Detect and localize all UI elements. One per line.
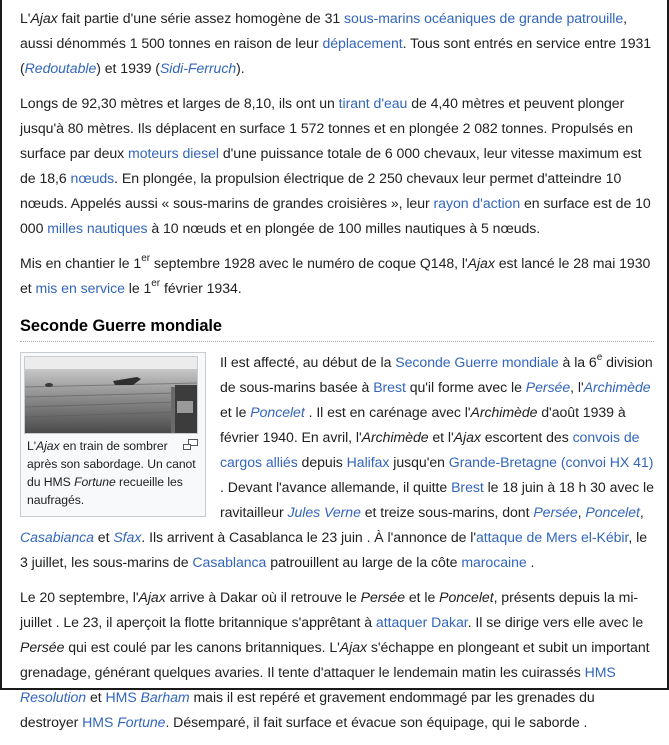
paragraph-construction	[20, 251, 654, 301]
link-hms-barham[interactable]	[106, 689, 190, 705]
text: L'	[20, 10, 31, 26]
link-text: Fortune	[117, 714, 166, 730]
link-sfax[interactable]	[113, 529, 141, 545]
text: fait partie d'une série assez homogène de 31	[57, 10, 345, 26]
link-text: Sidi-Ferruch	[159, 60, 237, 76]
link-persee[interactable]	[533, 504, 577, 520]
ship-name: Ajax	[138, 589, 166, 605]
link-text: Barham	[140, 689, 190, 705]
text: .	[526, 554, 535, 570]
link-archimede[interactable]	[584, 379, 651, 395]
text: le 1	[124, 280, 152, 296]
link-convois-cargos-allies[interactable]: convois de cargos alliés	[220, 429, 640, 470]
ship-name: Fortune	[74, 475, 116, 489]
text: , l'	[570, 379, 584, 395]
link-brest[interactable]: Brest	[373, 379, 406, 395]
link-poncelet[interactable]	[250, 404, 304, 420]
link-attaquer-dakar[interactable]: attaquer Dakar	[375, 614, 468, 630]
link-attaque-mers-el-kebir[interactable]: attaque de Mers el-Kébir	[476, 529, 629, 545]
text: est lancé le 28 mai 1930 et	[20, 255, 651, 296]
link-text: Jules Verne	[287, 504, 361, 520]
link-sous-marins-grande-patrouille[interactable]: sous-marins océaniques de grande patrouille	[344, 10, 624, 26]
text: . Désemparé, il fait surface et évacue son équipage, qui le saborde .	[165, 714, 588, 730]
text: ,	[639, 504, 644, 520]
link-seconde-guerre-mondiale[interactable]: Seconde Guerre mondiale	[395, 354, 559, 370]
superscript: er	[151, 278, 161, 289]
link-rayon-daction[interactable]: rayon d'action	[433, 195, 521, 211]
paragraph-characteristics	[20, 91, 654, 241]
ship-name: Ajax	[453, 429, 481, 445]
text: Mis en chantier le 1	[20, 255, 142, 271]
text: et le	[220, 404, 251, 420]
text: d'une puissance totale de 6 000 chevaux, leur vitesse maximum est de 18,6	[20, 145, 642, 186]
ship-name: Ajax	[467, 255, 495, 271]
link-text: Poncelet	[585, 504, 640, 520]
link-text: HMS	[82, 714, 118, 730]
text: qui est coulé par les canons britanniques. L'	[64, 639, 340, 655]
link-text: Poncelet	[250, 404, 305, 420]
link-halifax[interactable]: Halifax	[346, 454, 390, 470]
text: division de sous-marins basée à	[220, 354, 653, 395]
text: février 1934.	[160, 280, 242, 296]
text: . Il se dirige vers elle avec le	[467, 614, 644, 630]
text: à 10 nœuds et en plongée de 100 milles nautiques à 5 nœuds.	[147, 220, 541, 236]
link-sidi-ferruch[interactable]	[160, 60, 236, 76]
text: . En plongée, la propulsion électrique de 2 250 chevaux leur permet d'atteindre 10 nœuds. Appelés aussi « sous-marins de grandes croisières », leur	[20, 170, 622, 211]
link-redoutable[interactable]	[25, 60, 97, 76]
link-persee[interactable]	[526, 379, 570, 395]
link-moteurs-diesel[interactable]: moteurs diesel	[128, 145, 219, 161]
ship-name: Ajax	[339, 639, 367, 655]
text: qu'il forme avec le	[405, 379, 526, 395]
paragraph-dakar	[20, 585, 654, 735]
link-text: Resolution	[20, 689, 87, 705]
link-text: HMS	[105, 689, 141, 705]
link-text: HMS	[584, 664, 616, 680]
text: , aussi dénommés 1 500 tonnes en raison de leur	[20, 10, 628, 51]
text: et l'	[428, 429, 454, 445]
link-text: Redoutable	[24, 60, 97, 76]
link-hms-fortune[interactable]	[82, 714, 165, 730]
text: ,	[577, 504, 586, 520]
thumbnail-image[interactable]	[24, 356, 198, 434]
text: . Il est en carénage avec l'	[304, 404, 471, 420]
ship-name: Poncelet	[439, 589, 494, 605]
text: et le	[404, 589, 440, 605]
text: arrive à Dakar où il retrouve le	[165, 589, 361, 605]
text: et	[93, 529, 114, 545]
text: à la 6	[558, 354, 597, 370]
text: jusqu'en	[389, 454, 449, 470]
link-jules-verne[interactable]	[288, 504, 361, 520]
article-content	[20, 6, 654, 745]
link-marocaine[interactable]: marocaine	[461, 554, 527, 570]
text: et	[86, 689, 106, 705]
text: . Devant l'avance allemande, il quitte	[220, 479, 452, 495]
rowboat	[45, 383, 53, 387]
link-convoi-hx-41[interactable]: (convoi HX 41)	[560, 454, 654, 470]
text: patrouillent au large de la côte	[266, 554, 462, 570]
magnify-icon[interactable]	[183, 439, 198, 450]
link-grande-bretagne[interactable]: Grande-Bretagne	[448, 454, 557, 470]
link-text: Casabianca	[20, 529, 94, 545]
link-tirant-deau[interactable]: tirant d'eau	[338, 95, 408, 111]
link-noeuds[interactable]: nœuds	[70, 170, 115, 186]
text: Longs de 92,30 mètres et larges de 8,10, ils ont un	[20, 95, 339, 111]
text: , le 3 juillet, les sous-marins de	[20, 529, 647, 570]
ship-name: Archimède	[470, 404, 538, 420]
thumbnail-caption	[24, 434, 202, 513]
superscript: e	[596, 352, 603, 363]
text: et treize sous-marins, dont	[360, 504, 534, 520]
link-brest[interactable]: Brest	[451, 479, 484, 495]
link-mis-en-service[interactable]: mis en service	[35, 280, 125, 296]
text: , présents depuis la mi-juillet . Le 23, il aperçoit la flotte britannique s'apprêtant à	[20, 589, 639, 630]
text: ).	[236, 60, 245, 76]
text: septembre 1928 avec le numéro de coque Q148, l'	[150, 255, 468, 271]
link-casablanca[interactable]: Casablanca	[192, 554, 267, 570]
caption-text: L'	[27, 439, 37, 453]
superscript: er	[141, 253, 151, 264]
text: en surface est de 10 000	[20, 195, 651, 236]
caption-text: en train de sombrer après son sabordage. Un canot du HMS	[27, 439, 196, 489]
paragraph-class-overview	[20, 6, 654, 81]
text: le 18 juin à 18 h 30 avec le ravitailleur	[220, 479, 654, 520]
ship-name: Persée	[20, 639, 65, 655]
link-casabianca[interactable]	[20, 529, 94, 545]
link-poncelet[interactable]	[585, 504, 639, 520]
link-deplacement[interactable]: déplacement	[322, 35, 403, 51]
link-text: Persée	[525, 379, 571, 395]
text: mais il est repéré et gravement endommagé par les grenades du destroyer	[20, 689, 595, 730]
caption-text: recueille les naufragés.	[27, 475, 183, 507]
section-heading: Seconde Guerre mondiale	[20, 315, 654, 342]
text: ) et 1939 (	[96, 60, 160, 76]
text: Le 20 septembre, l'	[20, 589, 139, 605]
link-text: Archimède	[583, 379, 651, 395]
text: . Ils arrivent à Casablanca le 23 juin . À l'annonce de l'	[141, 529, 477, 545]
text: de 4,40 mètres et peuvent plonger jusqu'à 80 mètres. Ils déplacent en surface 1 572 tonnes et en plongée 2 082 tonnes. Propulsés en surface par deux	[20, 95, 633, 161]
link-text: Sfax	[113, 529, 142, 545]
ship-name: Archimède	[361, 429, 429, 445]
thumbnail-figure	[20, 352, 206, 517]
text: escortent des	[480, 429, 573, 445]
link-text: Persée	[533, 504, 578, 520]
text: d'août 1939 à février 1940. En avril, l'	[220, 404, 626, 445]
text: Il est affecté, au début de la	[220, 354, 396, 370]
text: s'échappe en plongeant et subit un important grenadage, générant quelques avaries. Il tente d'attaquer le lendemain matin les cuirassés	[20, 639, 650, 680]
ship-name: Ajax	[30, 10, 58, 26]
text: . Tous sont entrés en service entre 1931 (	[20, 35, 652, 76]
link-milles-nautiques[interactable]: milles nautiques	[47, 220, 148, 236]
text: depuis	[297, 454, 347, 470]
ship-name: Ajax	[36, 439, 60, 453]
ship-name: Persée	[360, 589, 405, 605]
